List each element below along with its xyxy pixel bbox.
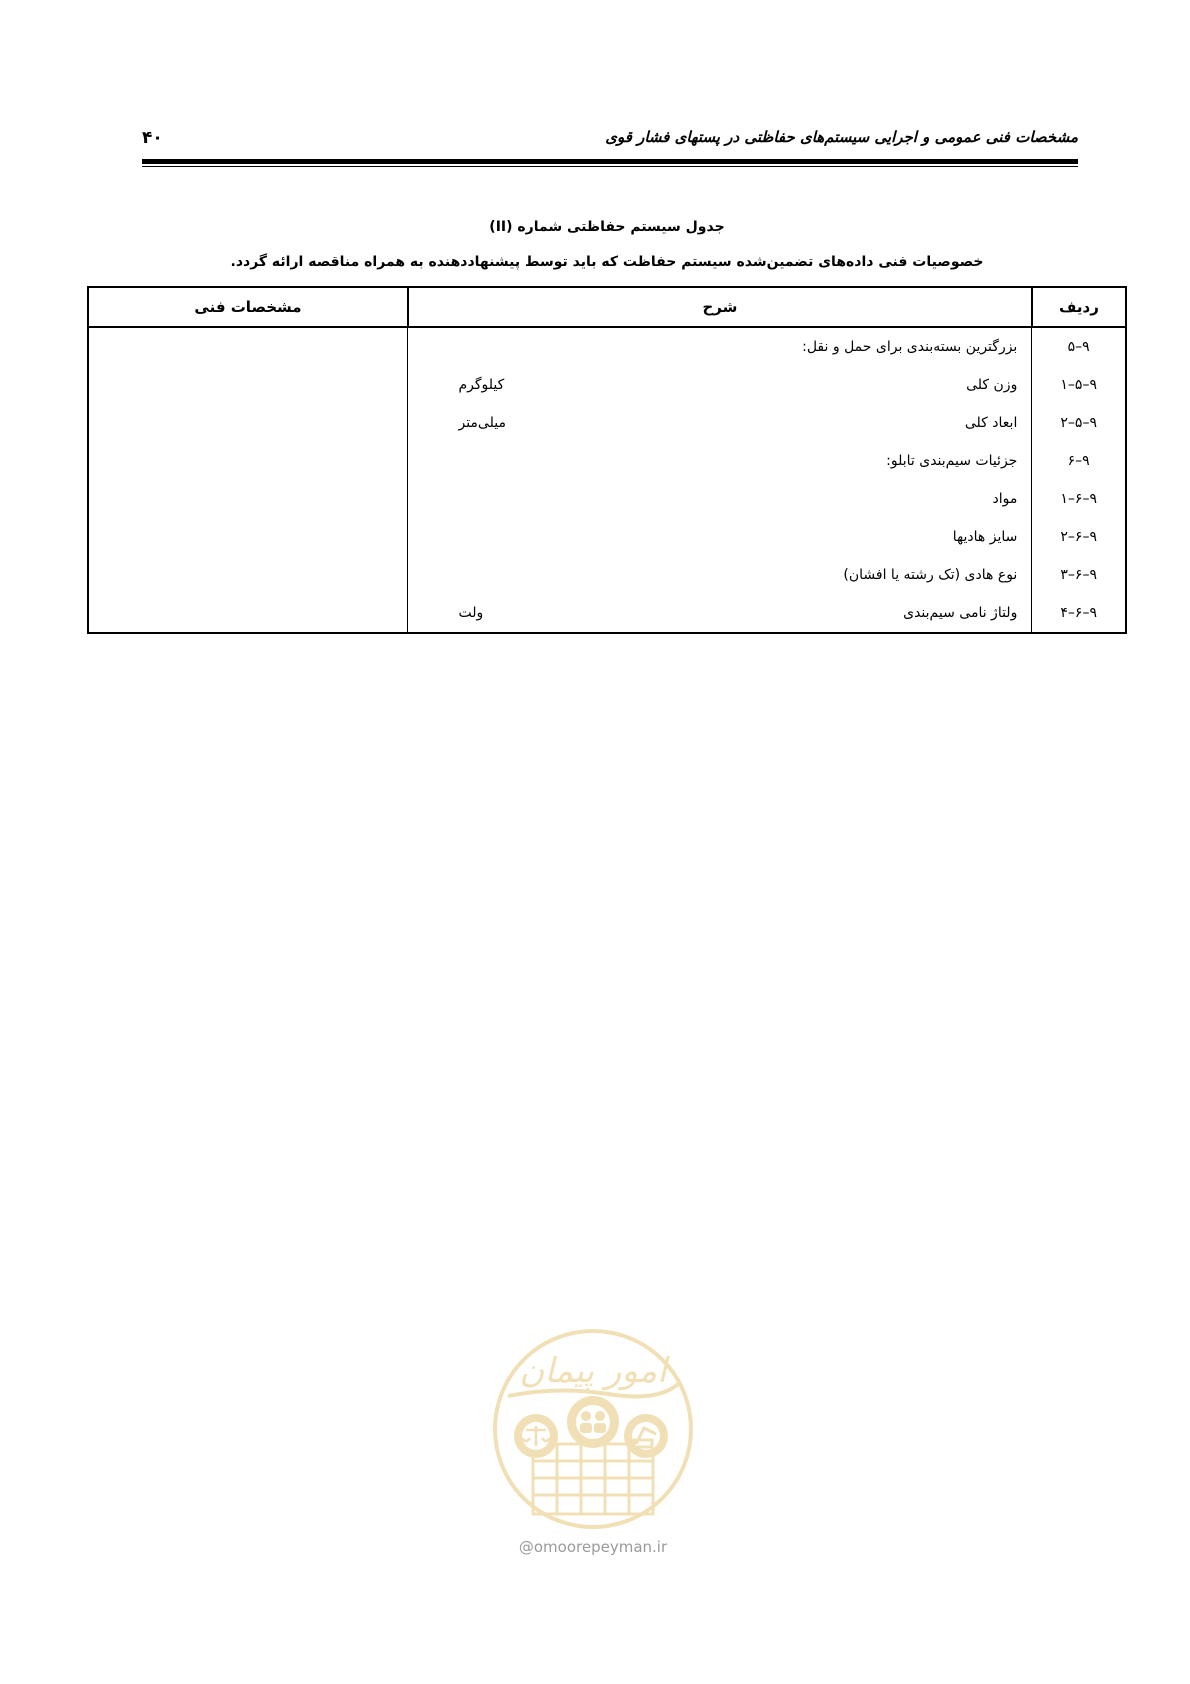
row-spec-value bbox=[88, 366, 408, 404]
row-spec-value bbox=[88, 327, 408, 366]
row-spec-value bbox=[88, 404, 408, 442]
watermark-logo-text: امور پیمان bbox=[519, 1351, 667, 1391]
row-description-text: نوع هادی (تک رشته یا افشان) bbox=[843, 567, 1018, 583]
table-row bbox=[88, 442, 1126, 480]
column-header-row-number: ردیف bbox=[1032, 287, 1126, 327]
table-row bbox=[88, 404, 1126, 442]
row-unit: کیلوگرم bbox=[458, 377, 505, 393]
row-description bbox=[408, 480, 1032, 518]
row-spec-value bbox=[88, 518, 408, 556]
header-rule bbox=[142, 159, 1078, 164]
table-row bbox=[88, 518, 1126, 556]
watermark-logo bbox=[488, 1324, 698, 1554]
row-number: ۹–۵ bbox=[1032, 327, 1126, 366]
row-spec-value bbox=[88, 480, 408, 518]
row-number: ۹–۵–۱ bbox=[1032, 366, 1126, 404]
spec-table bbox=[87, 286, 1127, 634]
row-spec-value bbox=[88, 556, 408, 594]
header-rule-thin bbox=[142, 166, 1078, 167]
row-number: ۹–۶–۳ bbox=[1032, 556, 1126, 594]
row-description-text: سایز هادیها bbox=[952, 529, 1018, 545]
column-header-spec: مشخصات فنی bbox=[88, 287, 408, 327]
row-number: ۹–۶–۴ bbox=[1032, 594, 1126, 633]
table-row bbox=[88, 327, 1126, 366]
row-description-text: جزئیات سیم‌بندی تابلو: bbox=[886, 453, 1018, 469]
row-description bbox=[408, 404, 1032, 442]
table-subtitle: خصوصیات فنی داده‌های تضمین‌شده سیستم حفاظت که باید توسط پیشنهاددهنده به همراه مناقصه ارائه گردد. bbox=[230, 254, 984, 270]
table-title: جدول سیستم حفاظتی شماره (II) bbox=[489, 219, 725, 235]
row-number: ۹–۶–۲ bbox=[1032, 518, 1126, 556]
table-row bbox=[88, 594, 1126, 633]
row-number: ۹–۶ bbox=[1032, 442, 1126, 480]
page-header-title: مشخصات فنی عمومی و اجرایی سیستم‌های حفاظتی در پستهای فشار قوی bbox=[605, 128, 1078, 146]
row-unit: ولت bbox=[458, 605, 484, 621]
row-description bbox=[408, 327, 1032, 366]
row-description-text: ولتاژ نامی سیم‌بندی bbox=[903, 605, 1018, 621]
table-header-row bbox=[88, 287, 1126, 327]
watermark-caption: @omoorepeyman.ir bbox=[518, 1538, 668, 1556]
row-spec-value bbox=[88, 594, 408, 633]
row-description bbox=[408, 518, 1032, 556]
page-number: ۴۰ bbox=[142, 128, 163, 148]
row-description-text: مواد bbox=[992, 491, 1018, 507]
table-row bbox=[88, 480, 1126, 518]
row-number: ۹–۵–۲ bbox=[1032, 404, 1126, 442]
row-spec-value bbox=[88, 442, 408, 480]
row-unit: میلی‌متر bbox=[458, 415, 506, 431]
row-description bbox=[408, 594, 1032, 633]
column-header-description: شرح bbox=[408, 287, 1032, 327]
row-description bbox=[408, 366, 1032, 404]
row-description-text: ابعاد کلی bbox=[964, 415, 1018, 431]
row-description bbox=[408, 556, 1032, 594]
row-description-text: وزن کلی bbox=[966, 377, 1018, 393]
row-description bbox=[408, 442, 1032, 480]
table-row bbox=[88, 366, 1126, 404]
row-number: ۹–۶–۱ bbox=[1032, 480, 1126, 518]
table-row bbox=[88, 556, 1126, 594]
row-description-text: بزرگترین بسته‌بندی برای حمل و نقل: bbox=[802, 339, 1018, 355]
